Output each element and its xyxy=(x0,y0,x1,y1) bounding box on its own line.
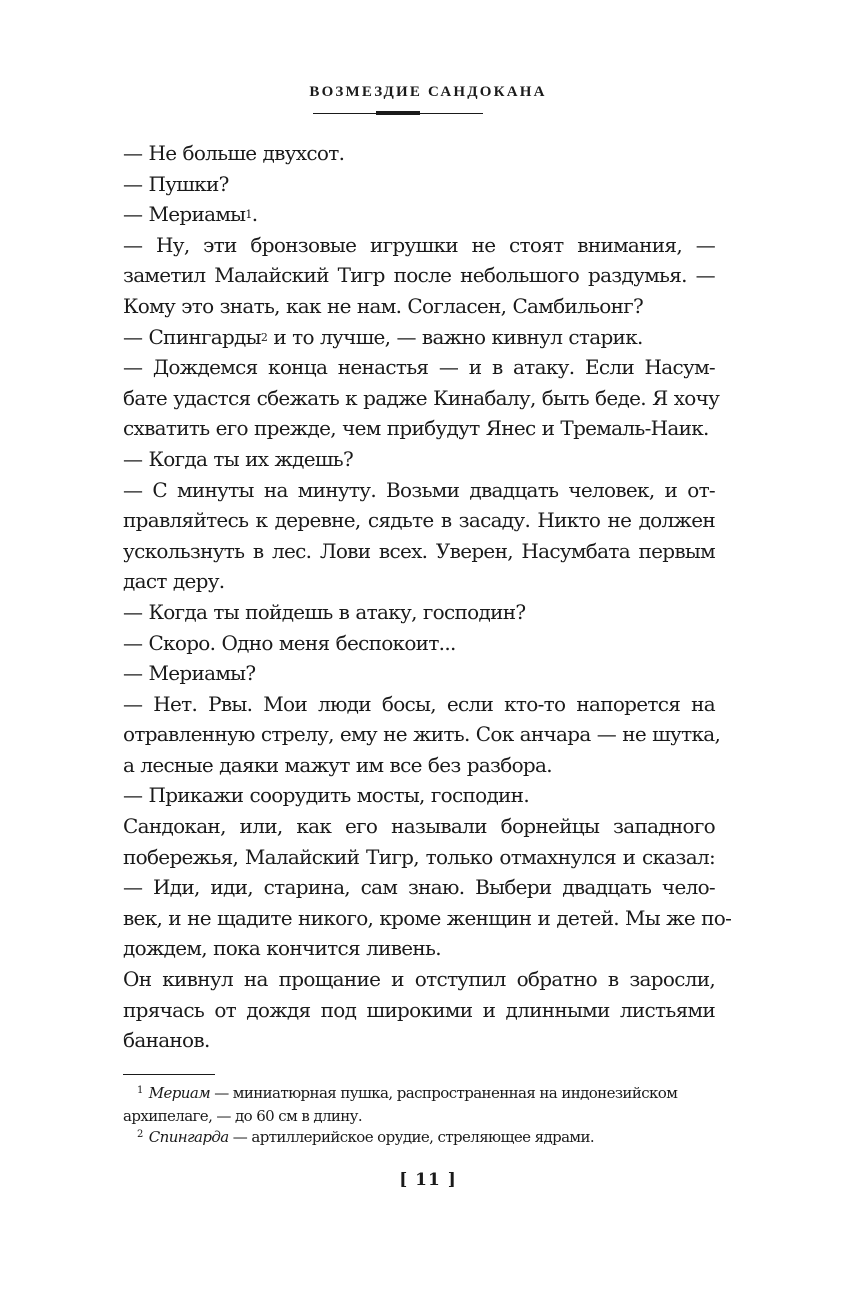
text-fragment: и то лучше, — важно кивнул старик. xyxy=(267,324,643,349)
text-line: — Скоро. Одно меня беспокоит... xyxy=(123,630,456,655)
text-line: — Ну, эти бронзовые игрушки не стоят внимания, — xyxy=(123,232,715,257)
text-line: — Дождемся конца ненастья — и в атаку. Если Насум- xyxy=(123,355,715,380)
footnote-2 xyxy=(123,1127,723,1150)
text-line: — Не больше двухсот. xyxy=(123,141,345,165)
text-line: заметил Малайский Тигр после небольшого раздумья. — xyxy=(123,263,715,288)
footnote-1-continued: архипелаге, — до 60 см в длину. xyxy=(123,1107,363,1125)
footnote-term: Мериам xyxy=(148,1084,211,1102)
text-line: дождем, пока кончится ливень. xyxy=(123,936,441,961)
footnote-number: 2 xyxy=(137,1129,143,1140)
text-line: — С минуты на минуту. Возьми двадцать человек, и от- xyxy=(123,477,715,502)
text-line: а лесные даяки мажут им все без разбора. xyxy=(123,752,552,777)
text-fragment: — Мериамы xyxy=(123,202,246,227)
text-line: — Иди, иди, старина, сам знаю. Выбери двадцать чело- xyxy=(123,875,715,900)
running-title: ВОЗМЕЗДИЕ САНДОКАНА xyxy=(309,84,547,100)
page-number: [ 11 ] xyxy=(399,1170,457,1190)
text-line: отравленную стрелу, ему не жить. Сок анчара — не шутка, xyxy=(123,722,721,747)
text-line: побережья, Малайский Тигр, только отмахнулся и сказал: xyxy=(123,844,715,869)
text-line: — Когда ты пойдешь в атаку, господин? xyxy=(123,599,526,624)
text-line: — Мериамы? xyxy=(123,661,256,686)
text-line: — Нет. Рвы. Мои люди босы, если кто-то напорется на xyxy=(123,691,715,716)
text-line: ускользнуть в лес. Лови всех. Уверен, Насумбата первым xyxy=(123,538,715,563)
footnote-separator xyxy=(123,1074,215,1075)
text-fragment: . xyxy=(251,202,258,227)
text-line: — Пушки? xyxy=(123,171,229,196)
footnote-ref-1[interactable]: 1 xyxy=(245,208,252,222)
text-line xyxy=(123,322,715,353)
text-line: Кому это знать, как не нам. Согласен, Самбильонг? xyxy=(123,293,644,318)
footnote-1 xyxy=(123,1083,723,1106)
text-line: Сандокан, или, как его называли борнейцы западного xyxy=(123,814,715,839)
text-line: — Когда ты их ждешь? xyxy=(123,446,354,471)
text-line xyxy=(123,199,715,230)
text-line: век, и не щадите никого, кроме женщин и детей. Мы же по- xyxy=(123,905,732,930)
text-line: схватить его прежде, чем прибудут Янес и Тремаль-Наик. xyxy=(123,416,709,441)
text-line: Он кивнул на прощание и отступил обратно в заросли, xyxy=(123,967,715,992)
text-fragment: — Спингарды xyxy=(123,324,261,349)
text-line: правляйтесь к деревне, сядьте в засаду. Никто не должен xyxy=(123,508,715,533)
text-line: даст деру. xyxy=(123,569,225,594)
header-rule-accent xyxy=(376,111,420,115)
footnote-text: — миниатюрная пушка, распространенная на индонезийском xyxy=(210,1084,678,1102)
footnote-ref-2[interactable]: 2 xyxy=(260,330,268,344)
text-line: — Прикажи соорудить мосты, господин. xyxy=(123,783,529,808)
text-line: бананов. xyxy=(123,1028,210,1053)
footnote-term: Спингарда xyxy=(148,1128,229,1146)
footnotes xyxy=(123,1083,723,1150)
main-text xyxy=(123,138,732,1056)
footnote-text: — артиллерийское орудие, стреляющее ядрами. xyxy=(228,1128,595,1146)
footnote-number: 1 xyxy=(137,1085,143,1096)
text-line: прячась от дождя под широкими и длинными листьями xyxy=(123,997,715,1022)
text-line: бате удастся сбежать к радже Кинабалу, быть беде. Я хочу xyxy=(123,385,720,410)
